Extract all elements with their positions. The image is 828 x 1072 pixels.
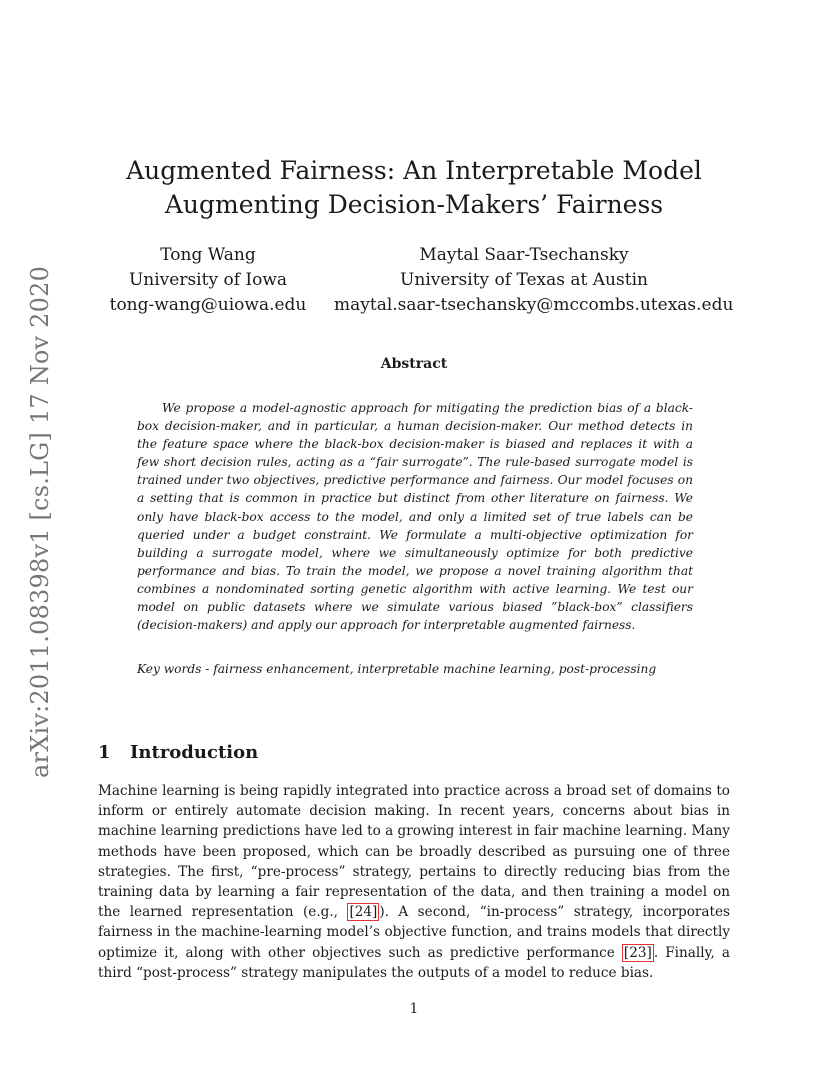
title-line-2: Augmenting Decision-Makers’ Fairness — [164, 190, 664, 219]
intro-text-2: ). A second, “in-process” strategy, incorporates fairness in the machine-learning model’s objective function, and trains models that directly optimize it, along with other objectives such as predictive performance — [98, 904, 730, 961]
citation-link-24[interactable]: [24] — [349, 904, 378, 921]
author-email: tong-wang@uiowa.edu — [109, 295, 307, 315]
author-affiliation: University of Texas at Austin — [400, 270, 648, 290]
abstract-heading: Abstract — [380, 356, 448, 372]
section-heading — [98, 742, 258, 763]
citation-link-23[interactable]: [23] — [623, 944, 652, 961]
arxiv-identifier: arXiv:2011.08398v1 [cs.LG] 17 Nov 2020 — [26, 265, 54, 779]
intro-text-3: . Finally, a third “post-process” strategy manipulates the outputs of a model to reduce bias. — [98, 944, 730, 981]
section-title: Introduction — [130, 742, 259, 763]
section-number: 1 — [98, 742, 111, 763]
author-name: Maytal Saar-Tsechansky — [419, 245, 629, 265]
author-affiliation: University of Iowa — [128, 270, 288, 290]
intro-text-1: Machine learning is being rapidly integrated into practice across a broad set of domains to inform or entirely automate decision making. In recent years, concerns about bias in machine learning predictions have led to a growing interest in fair machine learning. Many methods have been proposed, which can be broadly described as pursuing one of three strategies. The first, “pre-process” strategy, pertains to directly reducing bias from the training data by learning a fair representation of the data, and then training a model on the learned representation (e.g., — [98, 783, 730, 921]
author-block-2 — [334, 243, 734, 318]
intro-paragraph — [98, 781, 730, 983]
page-number: 1 — [409, 1001, 419, 1017]
abstract-text: We propose a model-agnostic approach for mitigating the prediction bias of a black-box decision-maker, and in particular, a human decision-maker. Our method detects in the feature space where the black-box decision-maker is biased and replaces it with a few short decision rules, acting as a “fair surrogate”. The rule-based surrogate model is trained under two objectives, predictive performance and fairness. Our model focuses on a setting that is common in practice but distinct from other literature on fairness. We only have black-box access to the model, and only a limited set of true labels can be queried under a budget constraint. We formulate a multi-objective optimization for building a surrogate model, where we simultaneously optimize for both predictive performance and bias. To train the model, we propose a novel training algorithm that combines a nondominated sorting genetic algorithm with active learning. We test our model on public datasets where we simulate various biased ”black-box” classifiers (decision-makers) and apply our approach for interpretable augmented fairness. — [137, 401, 693, 633]
author-name: Tong Wang — [160, 245, 256, 265]
keywords: Key words - fairness enhancement, interpretable machine learning, post-processing — [137, 662, 657, 676]
paper-title — [98, 154, 730, 222]
title-line-1: Augmented Fairness: An Interpretable Model — [126, 156, 702, 185]
author-email: maytal.saar-tsechansky@mccombs.utexas.edu — [334, 295, 734, 315]
author-block-1 — [108, 243, 308, 318]
